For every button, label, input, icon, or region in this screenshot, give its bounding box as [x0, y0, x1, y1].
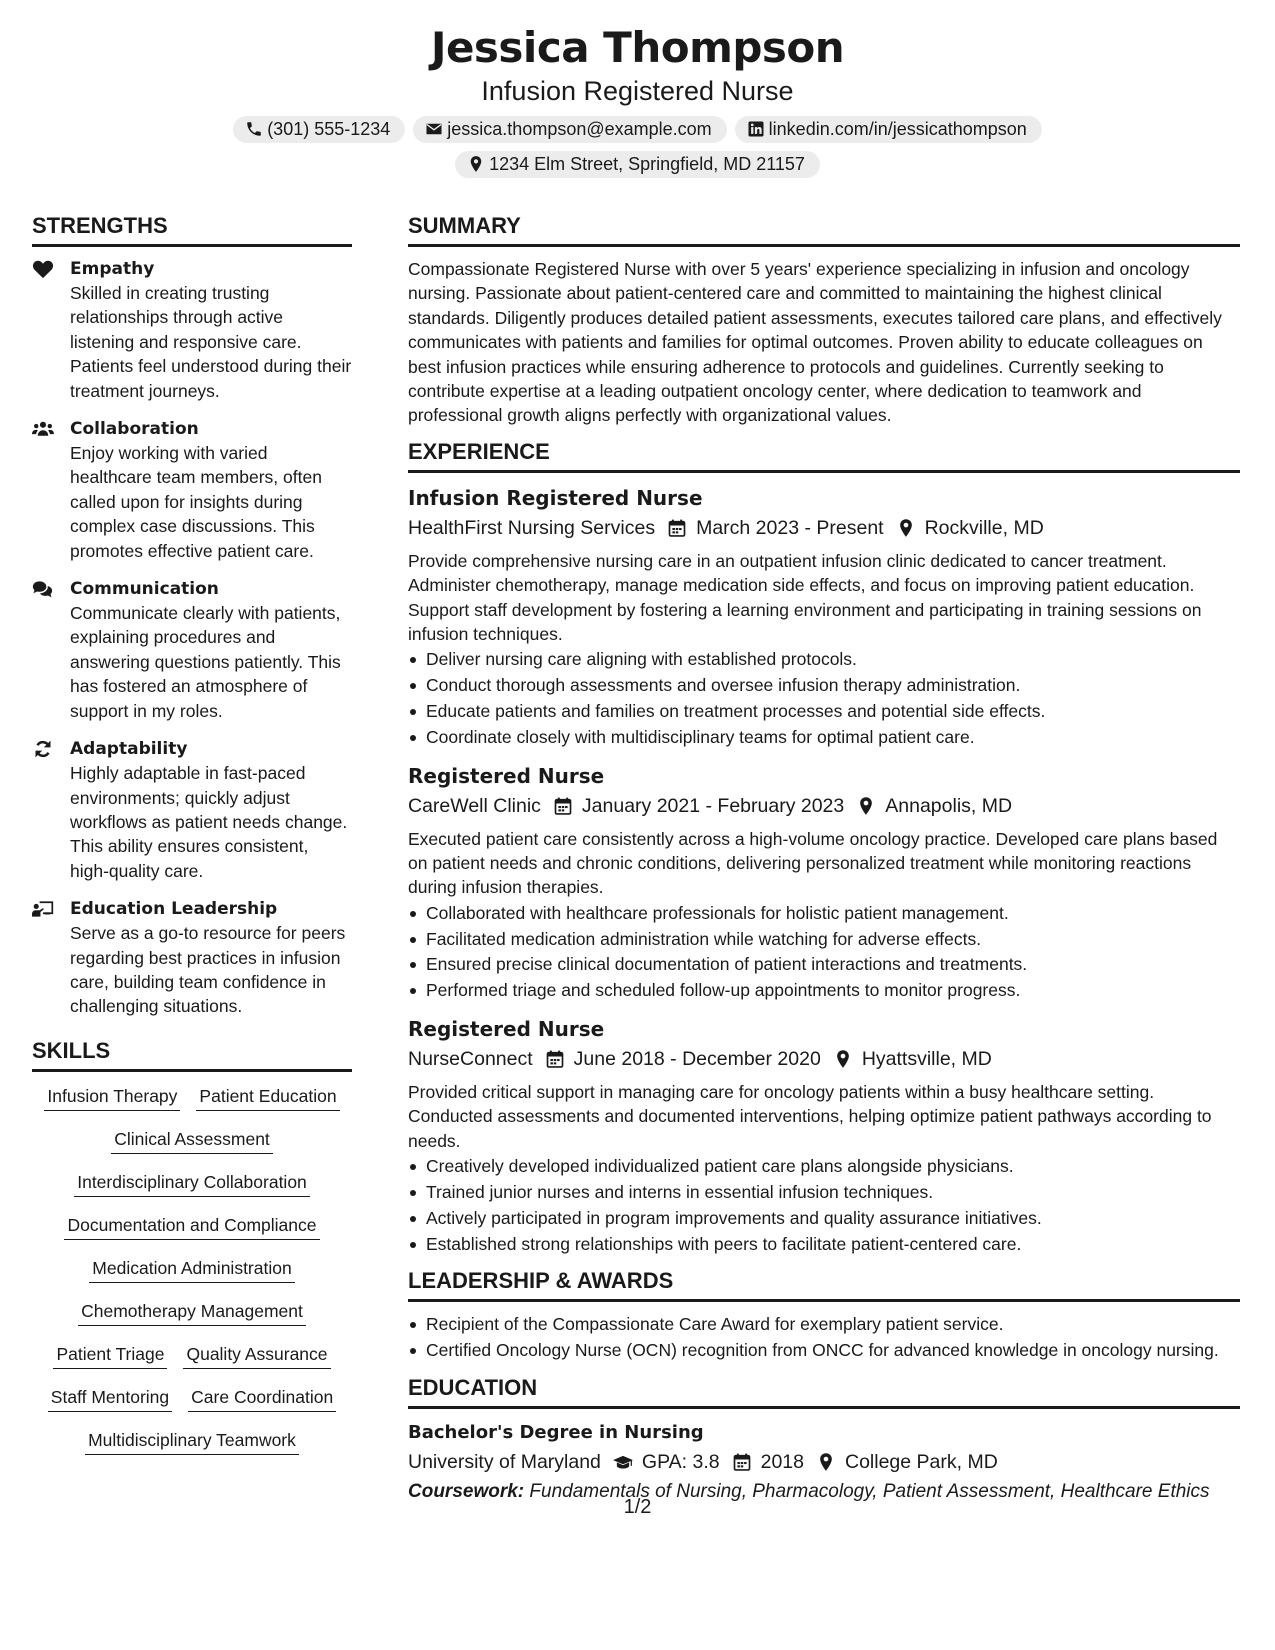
contact-row-2: [0, 151, 1275, 178]
skill-tag: Documentation and Compliance: [64, 1213, 319, 1240]
job-company: CareWell Clinic: [408, 794, 541, 817]
job-meta: [408, 513, 1240, 543]
list-item: Actively participated in program improvements and quality assurance initiatives.: [408, 1206, 1240, 1232]
strength-desc: Communicate clearly with patients, explaining procedures and answering questions patiently. This has fostered an atmosphere of support in my roles.: [70, 603, 341, 721]
calendar-icon: [545, 1049, 565, 1069]
skill-tag: Quality Assurance: [183, 1342, 330, 1369]
envelope-icon: [425, 120, 443, 138]
contact-row: [0, 116, 1275, 143]
strength-item: [32, 577, 352, 723]
list-item: Deliver nursing care aligning with established protocols.: [408, 647, 1240, 673]
job-bullets: [408, 1154, 1240, 1257]
job-dates: January 2021 - February 2023: [581, 794, 845, 817]
strength-item: [32, 257, 352, 403]
map-marker-icon: [833, 1049, 853, 1069]
list-item: Coordinate closely with multidisciplinary teams for optimal patient care.: [408, 725, 1240, 751]
job-bullets: [408, 647, 1240, 750]
map-marker-icon: [896, 518, 916, 538]
job-bullets: [408, 901, 1240, 1004]
job-title: Registered Nurse: [408, 763, 605, 788]
strength-desc: Skilled in creating trusting relationships through active listening and responsive care. Patients feel understood during their treatment journeys.: [70, 283, 352, 401]
map-marker-icon: [816, 1452, 836, 1472]
phone-text: (301) 555-1234: [267, 119, 391, 139]
strength-name: Collaboration: [70, 419, 199, 440]
coursework-text: Fundamentals of Nursing, Pharmacology, Patient Assessment, Healthcare Ethics: [529, 1481, 1210, 1503]
calendar-icon: [553, 796, 573, 816]
strength-name: Empathy: [70, 259, 155, 279]
strengths-heading: STRENGTHS: [32, 212, 352, 247]
phone-chip[interactable]: [233, 116, 405, 143]
strength-name: Education Leadership: [70, 899, 278, 920]
skill-tag: Patient Triage: [53, 1342, 167, 1369]
heart-icon: [32, 259, 54, 279]
job-location: Hyattsville, MD: [861, 1048, 992, 1071]
list-item: Recipient of the Compassionate Care Award for exemplary patient service.: [408, 1312, 1240, 1338]
comments-icon: [32, 579, 54, 599]
candidate-title: Infusion Registered Nurse: [481, 76, 794, 106]
strength-desc: Enjoy working with varied healthcare team members, often called upon for insights during complex case discussions. This promotes effective patient care.: [70, 443, 322, 561]
list-item: Established strong relationships with peers to facilitate patient-centered care.: [408, 1232, 1240, 1258]
sync-icon: [32, 739, 54, 759]
candidate-name: Jessica Thompson: [430, 23, 845, 72]
strength-name: Adaptability: [70, 739, 188, 760]
skill-tag: Chemotherapy Management: [78, 1299, 306, 1326]
strength-name: Communication: [70, 579, 219, 600]
coursework-label: Coursework:: [408, 1481, 525, 1503]
job-description: Provide comprehensive nursing care in an outpatient infusion clinic dedicated to cancer treatment. Administer chemotherapy, manage medication side effects, and focus on improving patient education. Support staff development by fostering a learning environment and participating in training sessions on infusion techniques.: [408, 550, 1202, 645]
users-icon: [32, 419, 54, 439]
list-item: Performed triage and scheduled follow-up appointments to monitor progress.: [408, 978, 1240, 1004]
summary-heading: SUMMARY: [408, 212, 1240, 247]
skill-tag: Infusion Therapy: [44, 1084, 180, 1111]
skill-tag: Interdisciplinary Collaboration: [74, 1170, 310, 1197]
list-item: Educate patients and families on treatment processes and potential side effects.: [408, 699, 1240, 725]
job-title: Infusion Registered Nurse: [408, 485, 703, 510]
job-location: Rockville, MD: [924, 516, 1044, 539]
job-location: Annapolis, MD: [885, 794, 1013, 817]
list-item: Ensured precise clinical documentation of patient interactions and treatments.: [408, 952, 1240, 978]
job-meta: [408, 1044, 1240, 1074]
education-meta: [408, 1447, 1240, 1477]
strength-item: [32, 737, 352, 883]
linkedin-chip[interactable]: [735, 116, 1042, 143]
job-company: HealthFirst Nursing Services: [408, 516, 656, 539]
chalkboard-teacher-icon: [32, 899, 54, 919]
strength-desc: Highly adaptable in fast-paced environments; quickly adjust workflows as patient needs change. This ability ensures consistent, high-quality care.: [70, 763, 348, 881]
education-gpa: GPA: 3.8: [641, 1451, 720, 1474]
job-company: NurseConnect: [408, 1048, 533, 1071]
skill-tag: Staff Mentoring: [48, 1385, 172, 1412]
skill-tag: Medication Administration: [89, 1256, 294, 1283]
list-item: Certified Oncology Nurse (OCN) recognition from ONCC for advanced knowledge in oncology nursing.: [408, 1338, 1240, 1364]
skill-tag: Multidisciplinary Teamwork: [85, 1428, 299, 1455]
address-text: 1234 Elm Street, Springfield, MD 21157: [489, 154, 805, 174]
education-heading: EDUCATION: [408, 1374, 1240, 1409]
skills-heading: SKILLS: [32, 1037, 352, 1072]
resume-header: [0, 22, 1275, 178]
list-item: Facilitated medication administration while watching for adverse effects.: [408, 927, 1240, 953]
graduation-cap-icon: [613, 1452, 633, 1472]
map-marker-icon: [467, 155, 485, 173]
education-year: 2018: [760, 1451, 804, 1474]
education-school: University of Maryland: [408, 1451, 601, 1474]
job-description: Executed patient care consistently across a high-volume oncology practice. Developed care plans based on patient needs and chronic conditions, delivering personalized treatment while monitoring reactions during infusion therapies.: [408, 828, 1218, 898]
phone-icon: [245, 120, 263, 138]
job-description: Provided critical support in managing care for oncology patients within a busy healthcare setting. Conducted assessments and documented interventions, helping optimize patient pathways according to needs.: [408, 1082, 1212, 1151]
job-entry: [408, 761, 1240, 1004]
education-degree: Bachelor's Degree in Nursing: [408, 1422, 704, 1444]
job-dates: March 2023 - Present: [696, 516, 884, 539]
experience-heading: EXPERIENCE: [408, 438, 1240, 473]
strength-item: [32, 417, 352, 563]
linkedin-icon: [747, 120, 765, 138]
map-marker-icon: [856, 796, 876, 816]
skills-list: [32, 1084, 352, 1455]
email-text: jessica.thompson@example.com: [447, 119, 712, 139]
right-column: [408, 212, 1240, 1504]
list-item: Creatively developed individualized patient care plans alongside physicians.: [408, 1154, 1240, 1180]
job-entry: [408, 483, 1240, 751]
job-entry: [408, 1014, 1240, 1257]
job-dates: June 2018 - December 2020: [573, 1048, 821, 1071]
page-number: 1/2: [623, 1496, 652, 1518]
calendar-icon: [667, 518, 687, 538]
job-meta: [408, 791, 1240, 821]
list-item: Trained junior nurses and interns in essential infusion techniques.: [408, 1180, 1240, 1206]
summary-text: Compassionate Registered Nurse with over 5 years' experience specializing in infusion and oncology nursing. Passionate about patient-centered care and committed to maintaining the highest clinical standards. Diligently produces detailed patient assessments, executes tailored care plans, and effectively communicates with patients and families for optimal outcomes. Proven ability to educate colleagues on best infusion practices while ensuring adherence to protocols and guidelines. Currently seeking to contribute expertise at a leading outpatient oncology center, where dedication to teamwork and professional growth aligns perfectly with organizational values.: [408, 259, 1222, 426]
awards-heading: LEADERSHIP & AWARDS: [408, 1267, 1240, 1302]
left-column: [32, 212, 352, 1455]
strength-item: [32, 897, 352, 1019]
skill-tag: Care Coordination: [188, 1385, 336, 1412]
linkedin-text: linkedin.com/in/jessicathompson: [768, 119, 1027, 139]
calendar-icon: [732, 1452, 752, 1472]
strength-desc: Serve as a go-to resource for peers regarding best practices in infusion care, building team confidence in challenging situations.: [70, 923, 346, 1017]
job-title: Registered Nurse: [408, 1017, 605, 1042]
address-chip: [455, 151, 820, 178]
skill-tag: Clinical Assessment: [111, 1127, 273, 1154]
skill-tag: Patient Education: [196, 1084, 339, 1111]
education-location: College Park, MD: [844, 1451, 998, 1474]
list-item: Collaborated with healthcare professionals for holistic patient management.: [408, 901, 1240, 927]
list-item: Conduct thorough assessments and oversee infusion therapy administration.: [408, 673, 1240, 699]
email-chip[interactable]: [413, 116, 726, 143]
awards-list: [408, 1312, 1240, 1364]
